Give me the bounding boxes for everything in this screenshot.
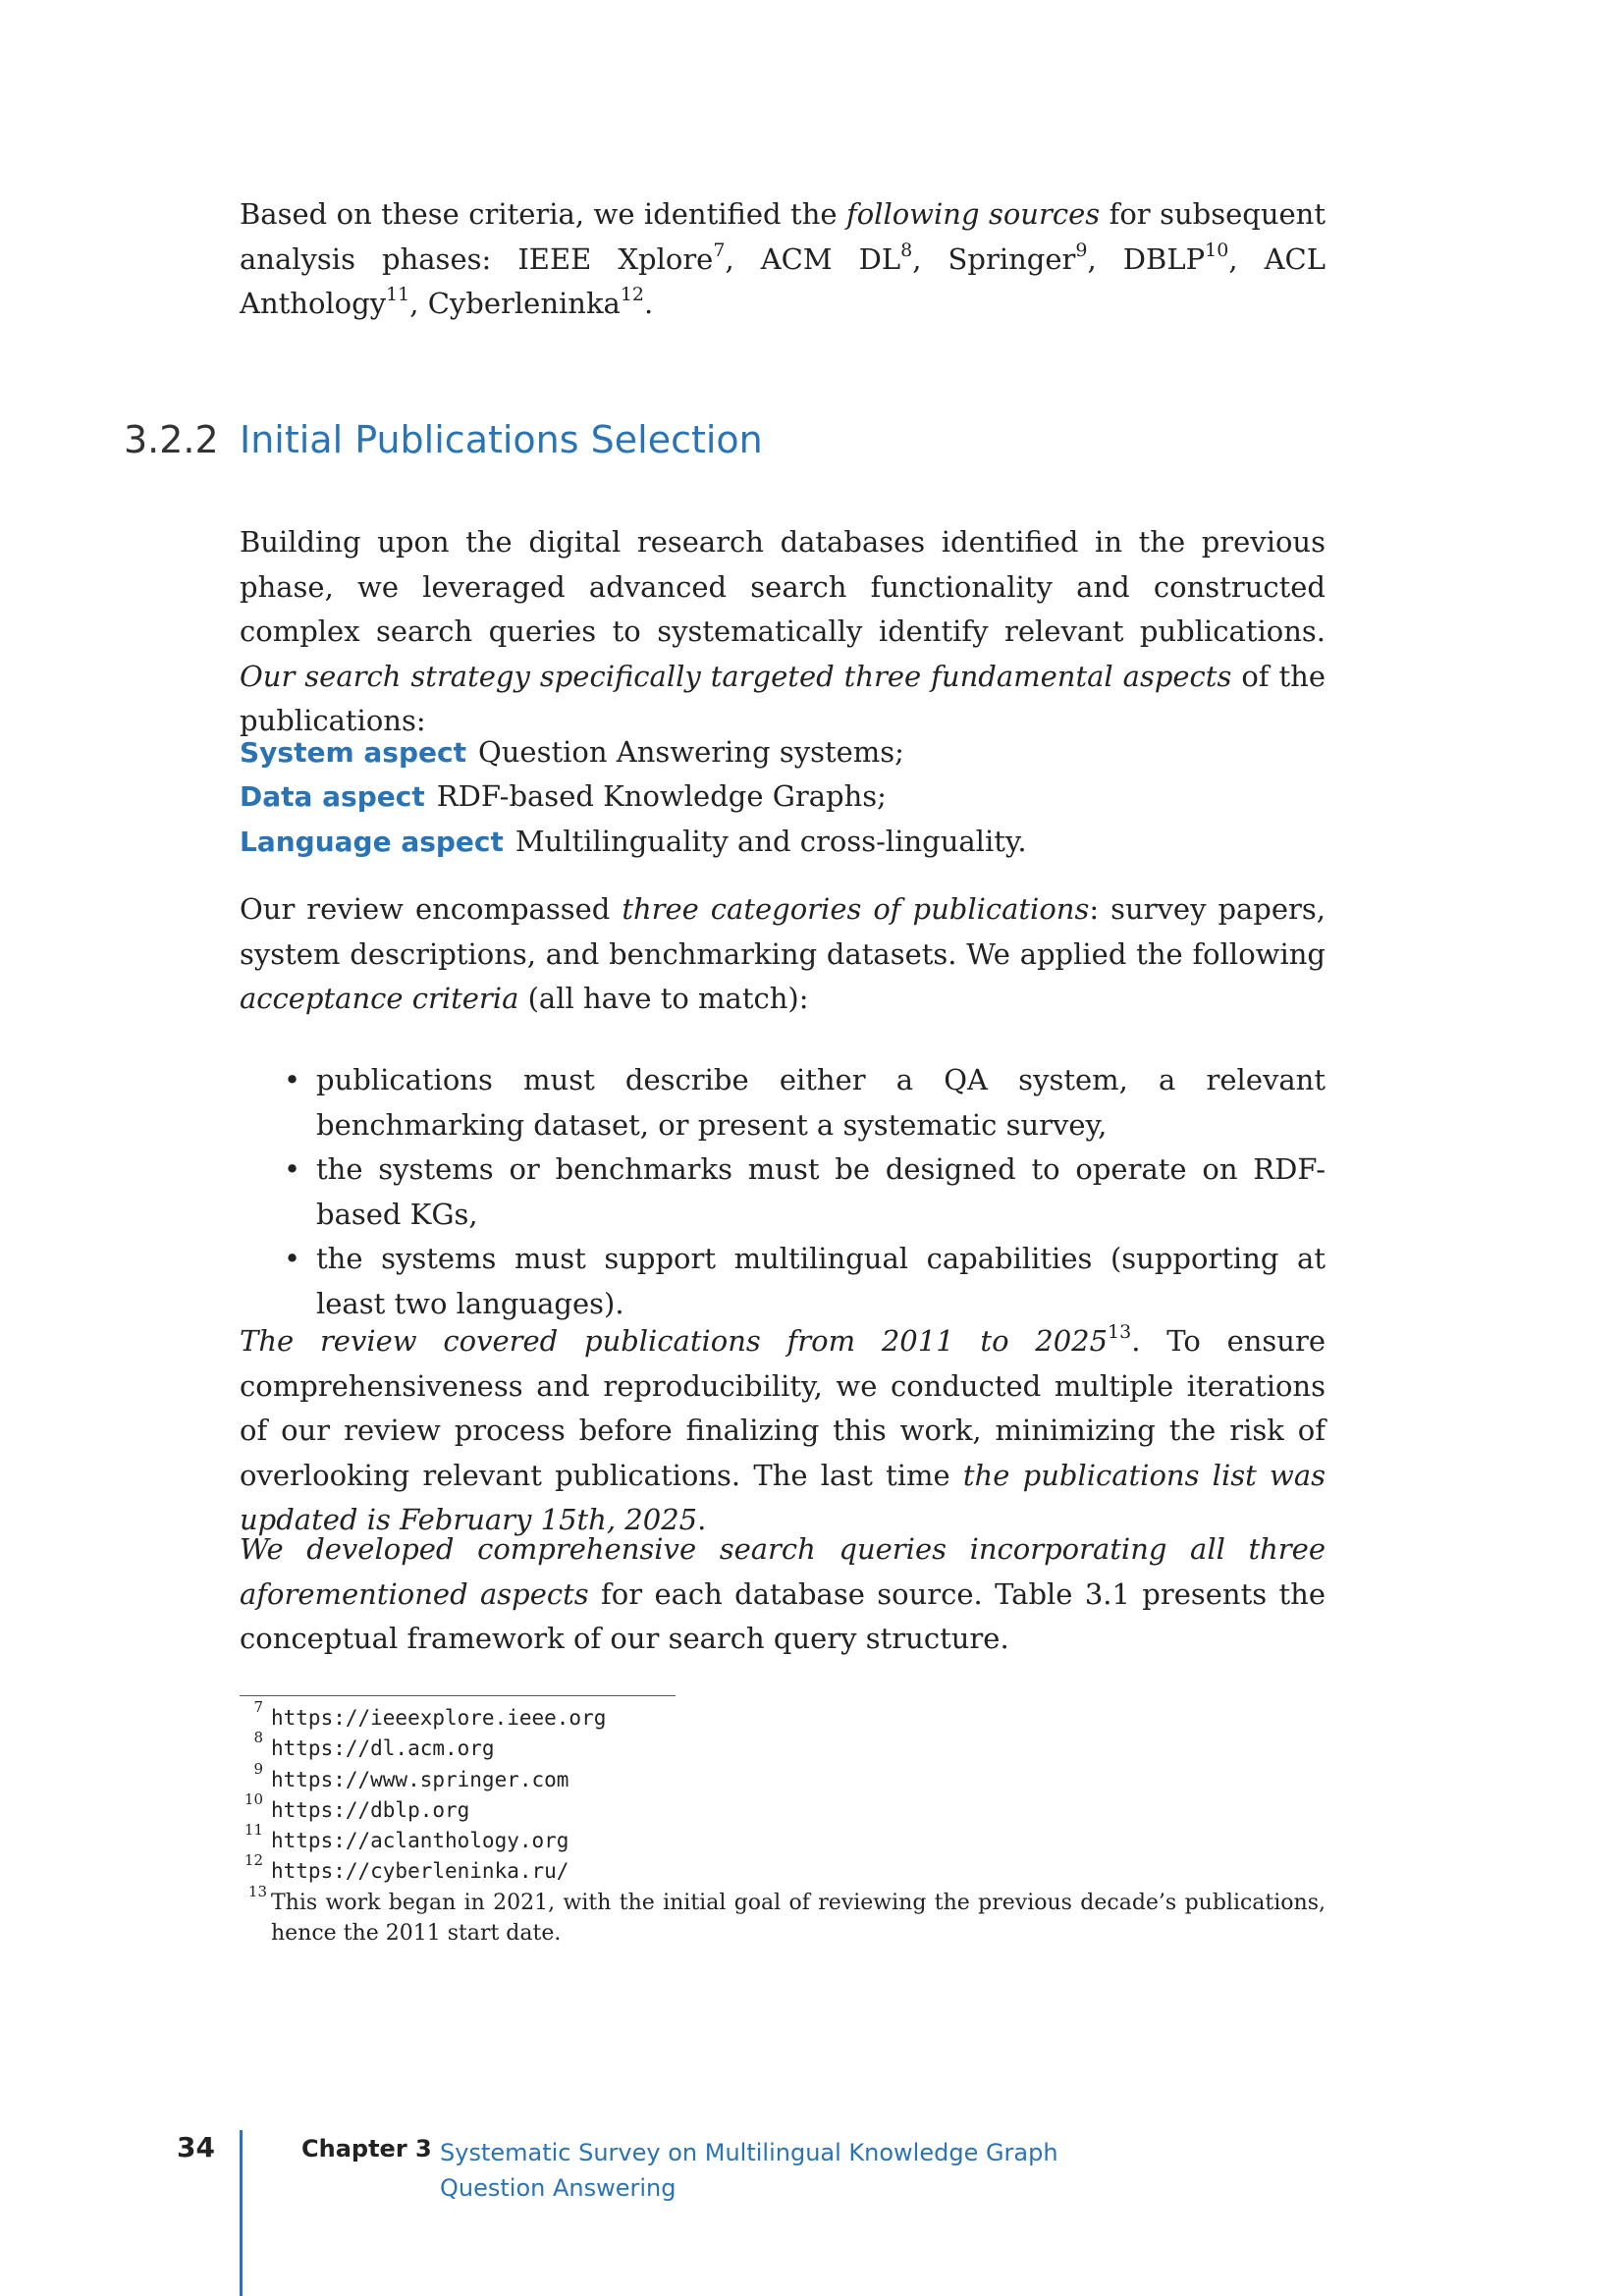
section-title: Initial Publications Selection: [240, 418, 763, 461]
coverage-paragraph: The review covered publications from 2011 to 2025$^{13}$. To ensure comprehensiveness and reproducibility, we conducted multiple iterations of our review process before finalizing this work, minimizing the risk of overlooking relevant publications. The last time the publications list was updated is February 15th, 2025.: [240, 1321, 1326, 1536]
aspect-label: Data aspect: [240, 780, 425, 813]
aspect-text: Multilinguality and cross-linguality.: [514, 825, 1027, 858]
bullet-icon: •: [284, 1063, 301, 1096]
aspect-system: [240, 730, 904, 774]
queries-paragraph: We developed comprehensive search queries incorporating all three aforementioned aspects for each database source. Table 3.1 presents the conceptual framework of our search query structure.: [240, 1532, 1326, 1655]
footnote-link[interactable]: https://dblp.org: [271, 1797, 470, 1822]
footnote-ref-9[interactable]: 9: [1075, 239, 1088, 261]
bullet-icon: •: [284, 1242, 301, 1275]
aspect-label: Language aspect: [240, 826, 504, 858]
page-number: 34: [177, 2131, 215, 2163]
chapter-label: Chapter 3: [301, 2135, 432, 2163]
footnote-8: 8 https://dl.acm.org: [253, 1729, 495, 1761]
selection-paragraph: Building upon the digital research databases identified in the previous phase, we leveraged advanced search functionality and constructed complex search queries to systematically identify relevant publications. Our search strategy specifically targeted three fundamental aspects of the publications:: [240, 525, 1326, 737]
footnotes: [244, 1698, 1326, 1949]
footnote-ref-8[interactable]: 8: [900, 239, 913, 261]
aspect-language: [240, 820, 1027, 864]
footnote-12: 12 https://cyberleninka.ru/: [244, 1851, 569, 1884]
footer-rule: [240, 2130, 243, 2296]
bullet-icon: •: [284, 1152, 301, 1186]
aspect-label: System aspect: [240, 736, 466, 769]
footnote-link[interactable]: https://cyberleninka.ru/: [271, 1859, 569, 1884]
list-item: • the systems or benchmarks must be designed to operate on RDF-based KGs,: [284, 1148, 1326, 1237]
footnote-ref-7[interactable]: 7: [713, 239, 726, 261]
footnote-ref-13[interactable]: 13: [1108, 1321, 1132, 1344]
footnote-11: 11 https://aclanthology.org: [244, 1821, 569, 1853]
footnote-13: 13 This work began in 2021, with the initial goal of reviewing the previous decade’s publications, hence the 2011 start date.: [245, 1888, 1326, 1949]
footnote-9: 9 https://www.springer.com: [253, 1759, 569, 1791]
footnote-ref-12[interactable]: 12: [620, 284, 644, 306]
footnote-10: 10 https://dblp.org: [244, 1789, 470, 1822]
footnote-link[interactable]: https://dl.acm.org: [271, 1736, 495, 1761]
chapter-title[interactable]: Systematic Survey on Multilingual Knowledge Graph Question Answering: [440, 2139, 1058, 2202]
footnote-7: 7 https://ieeexplore.ieee.org: [253, 1698, 607, 1730]
footnote-link[interactable]: https://ieeexplore.ieee.org: [271, 1706, 607, 1730]
aspect-data: [240, 774, 887, 819]
criteria-list: [284, 1058, 1326, 1326]
footnote-ref-11[interactable]: 11: [386, 284, 410, 306]
footnote-link[interactable]: https://aclanthology.org: [271, 1829, 569, 1853]
footnote-rule: [240, 1695, 676, 1696]
aspect-text: RDF-based Knowledge Graphs;: [436, 779, 887, 813]
footnote-ref-10[interactable]: 10: [1205, 239, 1229, 261]
intro-paragraph: Based on these criteria, we identified the following sources for subsequent analysis phases: IEEE Xplore$^7$, ACM $DL^8$, Springer$^9$, DBLP$^{10}$, ACL Anthology$^{11}$, Cyberleninka$^{12}$.: [240, 197, 1326, 320]
list-item: • publications must describe either a QA system, a relevant benchmarking dataset, or present a systematic survey,: [284, 1058, 1326, 1148]
categories-paragraph: Our review encompassed three categories of publications: survey papers, system descriptions, and benchmarking datasets. We applied the following acceptance criteria (all have to match):: [240, 892, 1326, 1015]
footnote-text: This work began in 2021, with the initial goal of reviewing the previous decade’s publications, hence the 2011 start date.: [271, 1890, 1326, 1947]
list-item: • the systems must support multilingual capabilities (supporting at least two languages).: [284, 1237, 1326, 1326]
footnote-link[interactable]: https://www.springer.com: [271, 1767, 569, 1791]
aspect-text: Question Answering systems;: [477, 735, 904, 769]
section-number: 3.2.2: [124, 418, 219, 461]
